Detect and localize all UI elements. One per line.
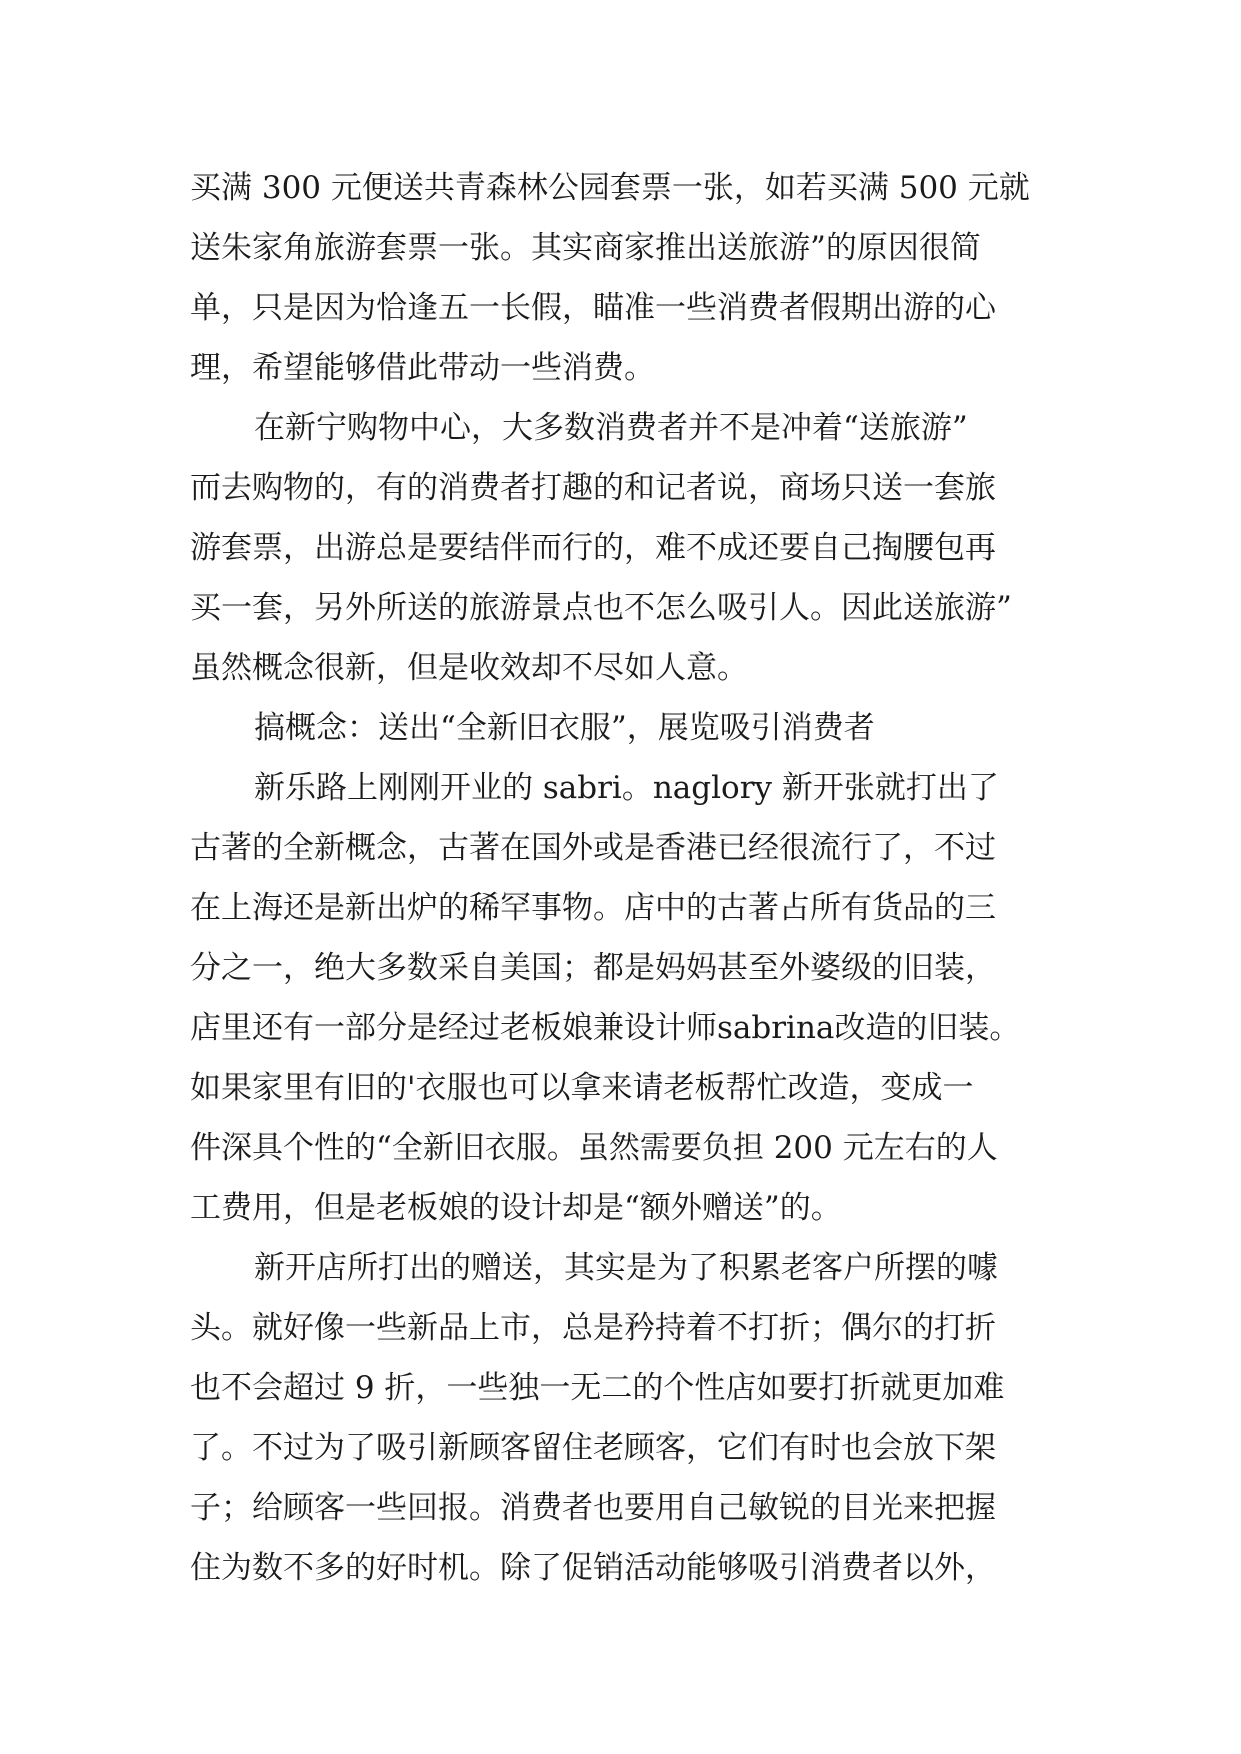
text-line: 头。就好像一些新品上市，总是矜持着不打折；偶尔的打折 (190, 1310, 996, 1346)
text-line: 住为数不多的好时机。除了促销活动能够吸引消费者以外， (190, 1550, 996, 1586)
text-line: 游套票，出游总是要结伴而行的，难不成还要自己掏腰包再 (190, 530, 996, 566)
text-line: 虽然概念很新，但是收效却不尽如人意。 (190, 650, 748, 686)
text-line: 买满 300 元便送共青森林公园套票一张，如若买满 500 元就 (190, 170, 1030, 206)
text-line: 买一套，另外所送的旅游景点也不怎么吸引人。因此送旅游” (190, 590, 1012, 626)
text-line: 在新宁购物中心，大多数消费者并不是冲着“送旅游” (254, 410, 968, 446)
text-line: 件深具个性的“全新旧衣服。虽然需要负担 200 元左右的人 (190, 1130, 998, 1166)
text-line: 子；给顾客一些回报。消费者也要用自己敏锐的目光来把握 (190, 1490, 996, 1526)
text-line: 也不会超过 9 折，一些独一无二的个性店如要打折就更加难 (190, 1370, 1005, 1406)
body-text (190, 158, 1054, 1598)
text-line: 在上海还是新出炉的稀罕事物。店中的古著占所有货品的三 (190, 890, 996, 926)
text-line: 而去购物的，有的消费者打趣的和记者说，商场只送一套旅 (190, 470, 996, 506)
text-line: 古著的全新概念，古著在国外或是香港已经很流行了，不过 (190, 830, 996, 866)
text-line: 如果家里有旧的'衣服也可以拿来请老板帮忙改造，变成一 (190, 1070, 974, 1106)
text-line: 送朱家角旅游套票一张。其实商家推出送旅游”的原因很简 (190, 230, 981, 266)
text-line: 工费用，但是老板娘的设计却是“额外赠送”的。 (190, 1190, 842, 1226)
text-line: 分之一，绝大多数采自美国；都是妈妈甚至外婆级的旧装， (190, 950, 996, 986)
text-line: 新开店所打出的赠送，其实是为了积累老客户所摆的噱 (254, 1250, 998, 1286)
text-line: 单，只是因为恰逢五一长假，瞄准一些消费者假期出游的心 (190, 290, 996, 326)
section-heading: 搞概念：送出“全新旧衣服”，展览吸引消费者 (254, 710, 875, 746)
text-line: 了。不过为了吸引新顾客留住老顾客，它们有时也会放下架 (190, 1430, 996, 1466)
text-line: 理，希望能够借此带动一些消费。 (190, 350, 655, 386)
text-line: 店里还有一部分是经过老板娘兼设计师sabrina改造的旧装。 (190, 1010, 1021, 1046)
text-line: 新乐路上刚刚开业的 sabri。naglory 新开张就打出了 (254, 770, 999, 806)
